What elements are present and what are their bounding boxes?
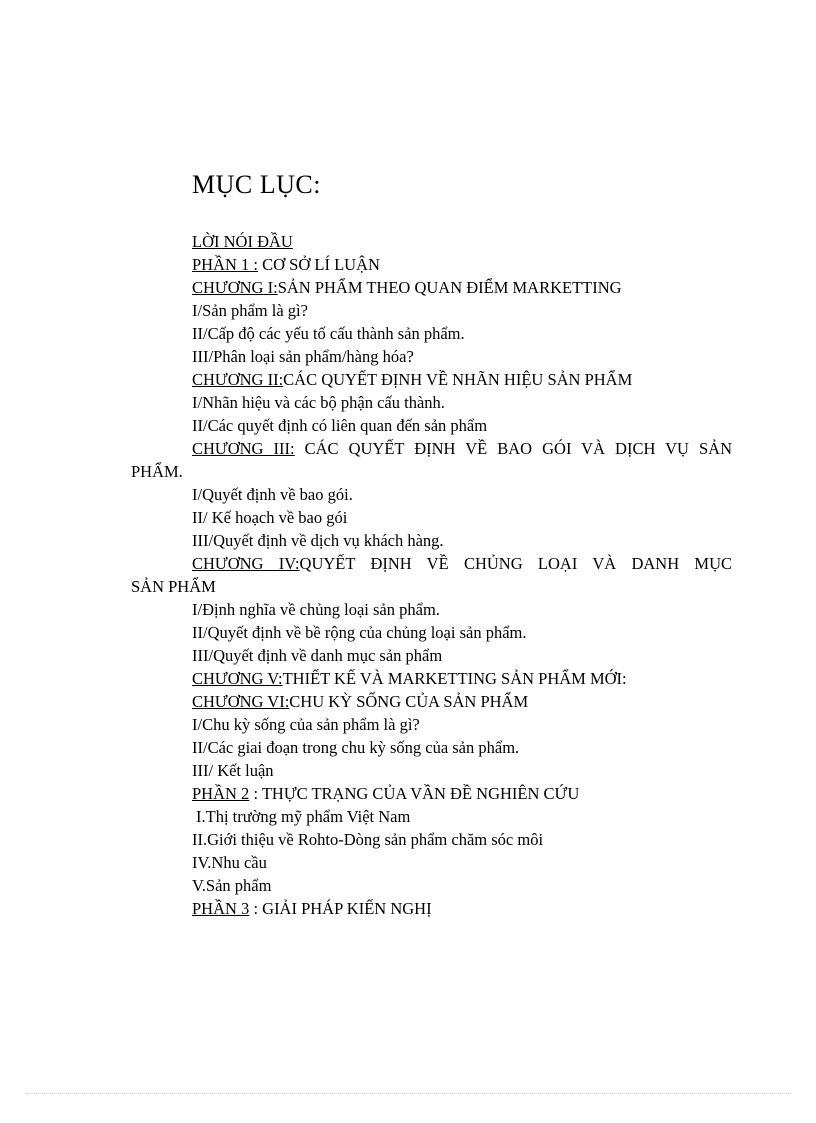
- toc-item: I.Thị trường mỹ phẩm Việt Nam: [196, 807, 411, 826]
- part-2-label: PHẦN 2: [192, 784, 250, 803]
- chapter-3-label: CHƯƠNG III:: [192, 439, 295, 458]
- page-bottom-divider: [25, 1093, 791, 1094]
- part-1-text: CƠ SỞ LÍ LUẬN: [258, 255, 380, 274]
- toc-item: II/Các giai đoạn trong chu kỳ sống của sản phẩm.: [192, 738, 520, 757]
- toc-item: IV.Nhu cầu: [192, 853, 267, 872]
- chapter-3-text-cont: PHẨM.: [131, 462, 183, 481]
- toc-item: II/Các quyết định có liên quan đến sản phẩm: [192, 416, 488, 435]
- chapter-4-text: QUYẾT ĐỊNH VỀ CHỦNG LOẠI VÀ DANH MỤC: [299, 554, 732, 573]
- toc-part-2: [192, 782, 732, 805]
- chapter-6-label: CHƯƠNG VI:: [192, 692, 290, 711]
- toc-item: I/Nhãn hiệu và các bộ phận cấu thành.: [192, 393, 445, 412]
- toc-preface: LỜI NÓI ĐẦU: [192, 232, 293, 251]
- part-3-text: : GIẢI PHÁP KIẾN NGHỊ: [249, 899, 432, 918]
- part-1-label: PHẦN 1 :: [192, 255, 259, 274]
- toc-item: III/Quyết định về dịch vụ khách hàng.: [192, 531, 444, 550]
- part-2-text: : THỰC TRẠNG CỦA VẦN ĐỀ NGHIÊN CỨU: [249, 784, 580, 803]
- chapter-4-label: CHƯƠNG IV:: [192, 554, 300, 573]
- chapter-1-label: CHƯƠNG I:: [192, 278, 278, 297]
- chapter-2-label: CHƯƠNG II:: [192, 370, 284, 389]
- toc-item: III/Phân loại sản phẩm/hàng hóa?: [192, 347, 414, 366]
- toc-chapter-3: [131, 437, 732, 483]
- toc-item: V.Sản phẩm: [192, 876, 272, 895]
- toc-item: I/Quyết định về bao gói.: [192, 485, 353, 504]
- chapter-5-text: THIẾT KẾ VÀ MARKETTING SẢN PHẨM MỚI:: [282, 669, 627, 688]
- toc-item: III/ Kết luận: [192, 761, 274, 780]
- toc-part-3: [192, 897, 732, 920]
- chapter-4-text-cont: SẢN PHẨM: [131, 577, 216, 596]
- chapter-2-text: CÁC QUYẾT ĐỊNH VỀ NHÃN HIỆU SẢN PHẨM: [283, 370, 633, 389]
- part-3-label: PHẦN 3: [192, 899, 250, 918]
- toc-item: I/Định nghĩa về chủng loại sản phẩm.: [192, 600, 440, 619]
- toc-chapter-1: [192, 276, 732, 299]
- chapter-5-label: CHƯƠNG V:: [192, 669, 283, 688]
- chapter-3-text: CÁC QUYẾT ĐỊNH VỀ BAO GÓI VÀ DỊCH VỤ SẢN: [294, 439, 732, 458]
- table-of-contents: [131, 230, 732, 920]
- toc-item: II/Cấp độ các yếu tố cấu thành sản phẩm.: [192, 324, 465, 343]
- chapter-1-text: SẢN PHẨM THEO QUAN ĐIỂM MARKETTING: [277, 278, 622, 297]
- toc-chapter-4: [131, 552, 732, 598]
- toc-part-1: [192, 253, 732, 276]
- chapter-6-text: CHU KỲ SỐNG CỦA SẢN PHẨM: [289, 692, 529, 711]
- toc-item: II.Giới thiệu về Rohto-Dòng sản phẩm chăm sóc môi: [192, 830, 544, 849]
- toc-chapter-5: [192, 667, 732, 690]
- page-title: MỤC LỤC:: [192, 170, 321, 199]
- toc-item: I/Sản phẩm là gì?: [192, 301, 308, 320]
- toc-item: III/Quyết định về danh mục sản phẩm: [192, 646, 443, 665]
- toc-chapter-6: [192, 690, 732, 713]
- toc-chapter-2: [192, 368, 732, 391]
- toc-item: II/Quyết định về bề rộng của chủng loại sản phẩm.: [192, 623, 527, 642]
- toc-item: II/ Kế hoạch về bao gói: [192, 508, 348, 527]
- toc-item: I/Chu kỳ sống của sản phẩm là gì?: [192, 715, 420, 734]
